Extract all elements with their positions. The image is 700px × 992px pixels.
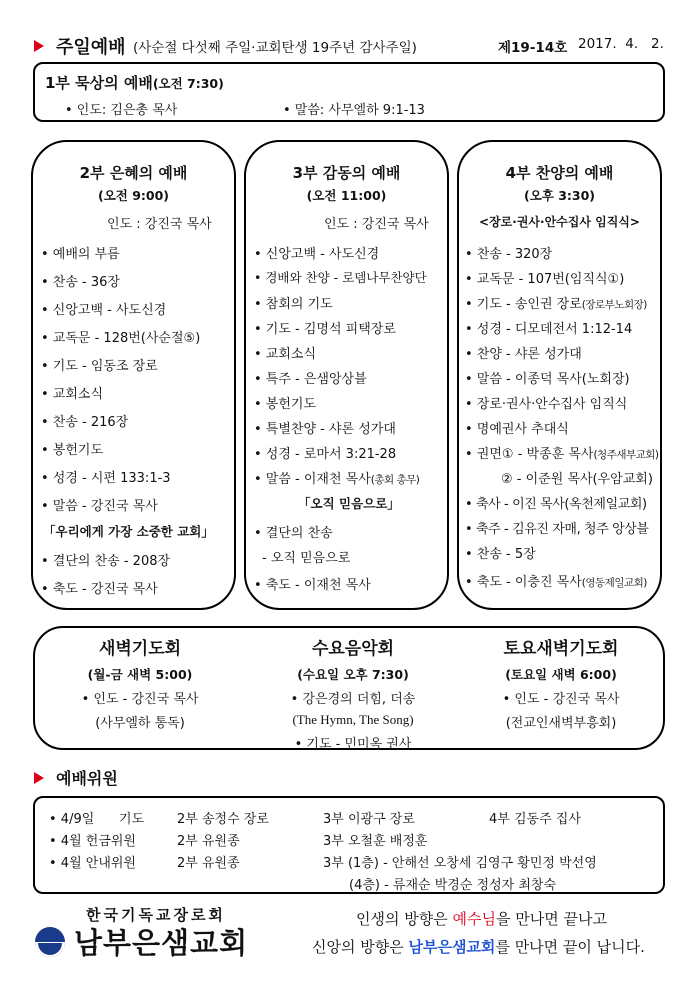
- motto-line-2: [312, 936, 645, 957]
- service4-item-3: • 성경 - 디모데전서 1:12-14: [465, 322, 633, 337]
- service4-item-13: [465, 571, 647, 590]
- committee-arrow-icon: [34, 772, 44, 784]
- service2-item-12: • 축도 - 강진국 목사: [41, 582, 158, 597]
- service2-item-1: • 찬송 - 36장: [41, 275, 120, 290]
- service2-item-0: • 예배의 부름: [41, 247, 120, 262]
- service4-item-11: • 축주 - 김유진 자매, 청주 앙상블: [465, 522, 649, 537]
- weekly-wednesday: [253, 634, 453, 752]
- service4-item-4: • 찬양 - 샤론 성가대: [465, 347, 582, 362]
- service1-title: [45, 72, 224, 93]
- committee-r0-c0: • 4/9일: [49, 812, 95, 827]
- service4-item-5: • 말씀 - 이종덕 목사(노회장): [465, 372, 630, 387]
- weekly-sat-title: 토요새벽기도회: [503, 639, 619, 659]
- weekly-dawn-time: (월-금 새벽 5:00): [87, 667, 193, 682]
- service3-leader: 인도 : 강진국 목사: [324, 217, 429, 232]
- service1-time: (오전 7:30): [152, 76, 224, 91]
- service2-item-8: • 성경 - 시편 133:1-3: [41, 471, 171, 486]
- committee-r0-c2: 2부 송정수 장로: [177, 812, 269, 827]
- service3-item-6: • 봉헌기도: [254, 397, 317, 412]
- service1-box: [33, 62, 665, 122]
- service3-item-7: • 특별찬양 - 샤론 성가대: [254, 422, 396, 437]
- committee-r0-c1: 기도: [119, 812, 145, 827]
- service4-title: 4부 찬양의 예배: [505, 164, 614, 182]
- motto2-part-c: 를 만나면 끝이 납니다.: [495, 938, 645, 956]
- motto2-part-a: 신앙의 방향은: [312, 938, 409, 956]
- service2-item-2: • 신앙고백 - 사도신경: [41, 303, 167, 318]
- motto1-highlight: 예수님: [452, 910, 496, 928]
- service3-item-3: • 기도 - 김명석 피택장로: [254, 322, 396, 337]
- weekly-saturday: [461, 634, 661, 731]
- service3-item-12: - 오직 믿음으로: [262, 551, 351, 566]
- weekly-wed-line-1: (The Hymn, The Song): [292, 712, 414, 727]
- service3-item-8: • 성경 - 로마서 3:21-28: [254, 447, 397, 462]
- service4-item-13-text: • 축도 - 이충진 목사: [465, 575, 582, 590]
- church-logo-icon: [34, 926, 66, 958]
- weekly-wed-line-0: • 강은경의 더힘, 더송: [290, 692, 416, 707]
- committee-r2-c3: 3부 (1층) - 안해선 오창세 김영구 황민정 박선영: [323, 856, 597, 871]
- service4-bless-note: (영동제일교회): [581, 577, 647, 589]
- issue-date: 2017. 4. 2.: [578, 36, 664, 52]
- header-arrow-icon: [34, 40, 44, 52]
- committee-extra: (4층) - 류재순 박경순 정성자 최창숙: [349, 878, 557, 893]
- page-subtitle: (사순절 다섯째 주일·교회탄생 19주년 감사주일): [133, 40, 417, 56]
- service4-item-2-text: • 기도 - 송인권 장로: [465, 297, 582, 312]
- committee-r1-c3: 3부 오철훈 배정훈: [323, 834, 428, 849]
- weekly-wed-title: 수요음악회: [311, 639, 395, 659]
- service4-prayer-note: (장로부노회장): [581, 299, 647, 311]
- committee-title: 예배위원: [56, 769, 118, 788]
- service3-sermon: [254, 468, 419, 487]
- service3-item-2: • 참회의 기도: [254, 297, 333, 312]
- motto1-part-c: 을 만나면 끝나고: [495, 910, 607, 928]
- service3-item-4: • 교회소식: [254, 347, 317, 362]
- service2-leader: 인도 : 강진국 목사: [107, 217, 212, 232]
- service3-title: 3부 감동의 예배: [292, 164, 401, 182]
- service1-sermon: • 말씀: 사무엘하 9:1-13: [283, 103, 425, 118]
- service4-item-12: • 찬송 - 5장: [465, 547, 536, 562]
- weekly-box: [33, 626, 665, 750]
- weekly-sat-line-1: (전교인새벽부흥회): [505, 716, 617, 731]
- service2-item-6: • 찬송 - 216장: [41, 415, 129, 430]
- motto-line-1: [356, 908, 607, 929]
- service4-item-8: [465, 443, 659, 462]
- service4-item-8-text: • 권면① - 박종훈 목사: [465, 447, 594, 462]
- service3-item-0: • 신앙고백 - 사도신경: [254, 247, 380, 262]
- weekly-wed-line-2: • 기도 - 민미옥 권사: [294, 737, 412, 752]
- service2-sermon-title: 「우리에게 가장 소중한 교회」: [43, 524, 214, 539]
- service2-item-5: • 교회소식: [41, 387, 104, 402]
- committee-r1-c2: 2부 유원종: [177, 834, 240, 849]
- service1-leader: • 인도: 김은총 목사: [65, 103, 178, 118]
- page-title: 주일예배: [56, 37, 126, 58]
- service3-time: (오전 11:00): [306, 188, 387, 203]
- denomination-name: 한국기독교장로회: [86, 906, 226, 924]
- service4-item-1: • 교독문 - 107번(임직식①): [465, 272, 625, 287]
- service4-item-7: • 명예권사 추대식: [465, 422, 569, 437]
- committee-box: [33, 796, 665, 894]
- service1-title-text: 1부 묵상의 예배: [45, 74, 153, 92]
- service3-box: [244, 140, 449, 610]
- service4-subtitle: <장로·권사·안수집사 임직식>: [479, 215, 640, 229]
- weekly-dawn-line-1: (사무엘하 통독): [95, 716, 185, 731]
- motto1-part-a: 인생의 방향은: [356, 910, 453, 928]
- service4-item-0: • 찬송 - 320장: [465, 247, 553, 262]
- committee-r0-c3: 3부 이광구 장로: [323, 812, 415, 827]
- service4-item-2: [465, 293, 647, 312]
- service3-sermon-note: (총회 총무): [370, 474, 420, 486]
- weekly-dawn: [45, 634, 235, 731]
- service3-item-13: • 축도 - 이재천 목사: [254, 578, 371, 593]
- service4-item-9: ② - 이준원 목사(우암교회): [501, 472, 653, 487]
- service4-exhort-note: (청주새부교회): [593, 449, 659, 461]
- committee-r1-c0: • 4월 헌금위원: [49, 834, 136, 849]
- weekly-sat-line-0: • 인도 - 강진국 목사: [502, 692, 620, 707]
- committee-r2-c0: • 4월 안내위원: [49, 856, 136, 871]
- service2-box: [31, 140, 236, 610]
- weekly-wed-time: (수요일 오후 7:30): [297, 667, 409, 682]
- committee-r0-c4: 4부 김동주 집사: [489, 812, 581, 827]
- service4-item-10: • 축사 - 이진 목사(옥천제일교회): [465, 497, 647, 512]
- service2-item-4: • 기도 - 임동조 장로: [41, 359, 158, 374]
- service2-time: (오전 9:00): [97, 188, 170, 203]
- service2-item-7: • 봉헌기도: [41, 443, 104, 458]
- service4-box: [457, 140, 662, 610]
- church-name: 남부은샘교회: [74, 926, 249, 960]
- service3-item-11: • 결단의 찬송: [254, 526, 333, 541]
- service3-sermon-title: 「오직 믿음으로」: [298, 496, 400, 511]
- service3-item-1: • 경배와 찬양 - 로뎀나무찬양단: [254, 270, 427, 285]
- service3-sermon-text: • 말씀 - 이재천 목사: [254, 472, 371, 487]
- issue-number: 제19-14호: [498, 40, 568, 56]
- weekly-dawn-line-0: • 인도 - 강진국 목사: [81, 692, 199, 707]
- service2-item-3: • 교독문 - 128번(사순절⑤): [41, 331, 201, 346]
- service2-title: 2부 은혜의 예배: [79, 164, 188, 182]
- service4-item-6: • 장로·권사·안수집사 임직식: [465, 397, 628, 412]
- service2-item-9: • 말씀 - 강진국 목사: [41, 499, 158, 514]
- weekly-sat-time: (토요일 새벽 6:00): [505, 667, 617, 682]
- service2-item-11: • 결단의 찬송 - 208장: [41, 554, 171, 569]
- service3-item-5: • 특주 - 은샘앙상블: [254, 372, 367, 387]
- motto2-highlight: 남부은샘교회: [408, 938, 496, 956]
- service4-time: (오후 3:30): [523, 188, 596, 203]
- committee-r2-c2: 2부 유원종: [177, 856, 240, 871]
- weekly-dawn-title: 새벽기도회: [98, 639, 182, 659]
